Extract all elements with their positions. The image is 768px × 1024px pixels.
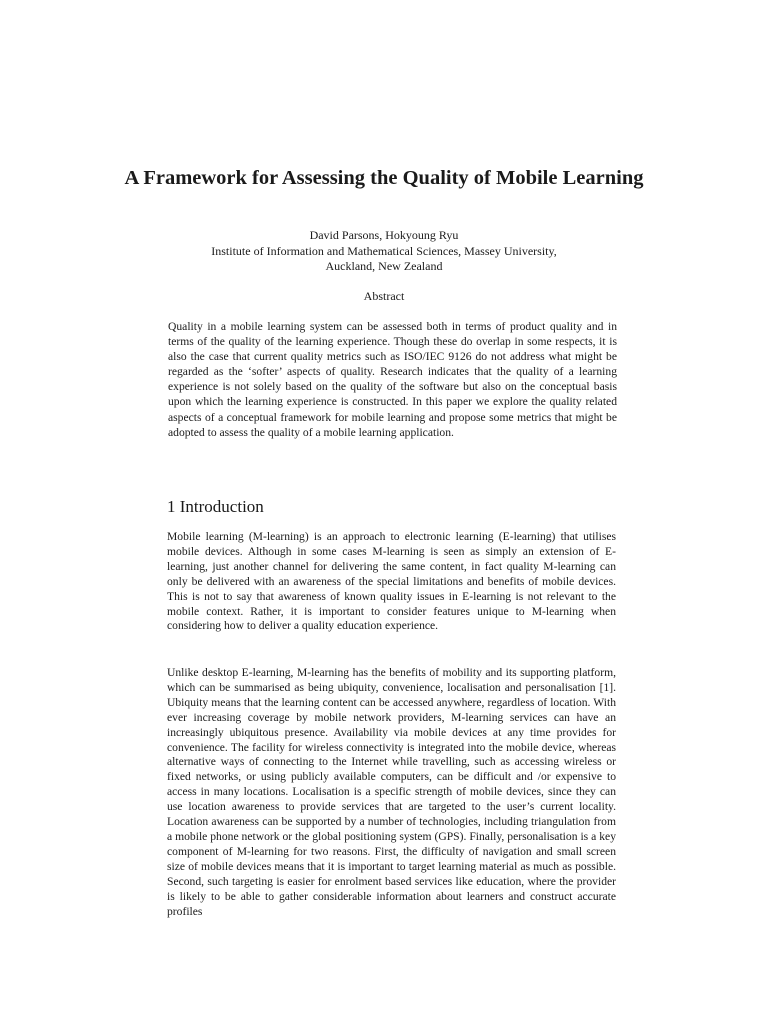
abstract-heading: Abstract — [363, 289, 405, 303]
abstract-text: Quality in a mobile learning system can be assessed both in terms of product quality and in terms of the quality of the learning experience. Though these do overlap in some respects, it is also the case that current quality metrics such as ISO/IEC 9126 do not address what might be regarded as the ‘softer’ aspects of quality. Research indicates that the quality of a learning experience is not solely based on the quality of the software but also on the conceptual basis upon which the learning experience is constructed. In this paper we explore the quality related aspects of a conceptual framework for mobile learning and propose some metrics that might be adopted to assess the quality of a mobile learning application. — [168, 320, 617, 439]
affiliation-line-1: Institute of Information and Mathematical Sciences, Massey University, — [211, 243, 557, 258]
affiliation-line-2: Auckland, New Zealand — [325, 259, 443, 273]
section-heading-introduction: 1 Introduction — [167, 497, 264, 516]
body-paragraph: Unlike desktop E-learning, M-learning has the benefits of mobility and its supporting platform, which can be summarised as being ubiquity, convenience, localisation and personalisation [1]. Ubiquity means that the learning content can be accessed anywhere, regardless of location. With ever increasing coverage by mobile network providers, M-learning services can have an increasingly ubiquitous presence. Availability via mobile devices at any time provides for convenience. The facility for wireless connectivity is integrated into the mobile device, whereas alternative ways of connecting to the Internet while travelling, such as accessing wireless or fixed networks, or using publicly available computers, can be difficult and /or expensive to access in many locations. Localisation is a specific strength of mobile devices, since they can use location awareness to provide services that are targeted to the user’s current locality. Location awareness can be supported by a number of technologies, including triangulation from a mobile phone network or the global positioning system (GPS). Finally, personalisation is a key component of M-learning for two reasons. First, the difficulty of navigation and small screen size of mobile devices means that it is important to target learning material as much as possible. Second, such targeting is easier for enrolment based services like education, where the provider is likely to be able to gather considerable information about learners and construct accurate profiles — [167, 666, 616, 918]
author-names: David Parsons, Hokyoung Ryu — [309, 228, 459, 242]
author-block — [120, 228, 648, 275]
paper-title: A Framework for Assessing the Quality of Mobile Learning — [124, 167, 644, 189]
body-paragraph: Mobile learning (M-learning) is an approach to electronic learning (E-learning) that utilises mobile devices. Although in some cases M-learning is seen as simply an extension of E-learning, just another channel for delivering the same content, in fact quality M-learning can only be delivered with an awareness of the special limitations and benefits of mobile devices. This is not to say that awareness of known quality issues in E-learning is not relevant to the mobile context. Rather, it is important to consider features unique to M-learning when considering how to deliver a quality education experience. — [167, 530, 616, 633]
